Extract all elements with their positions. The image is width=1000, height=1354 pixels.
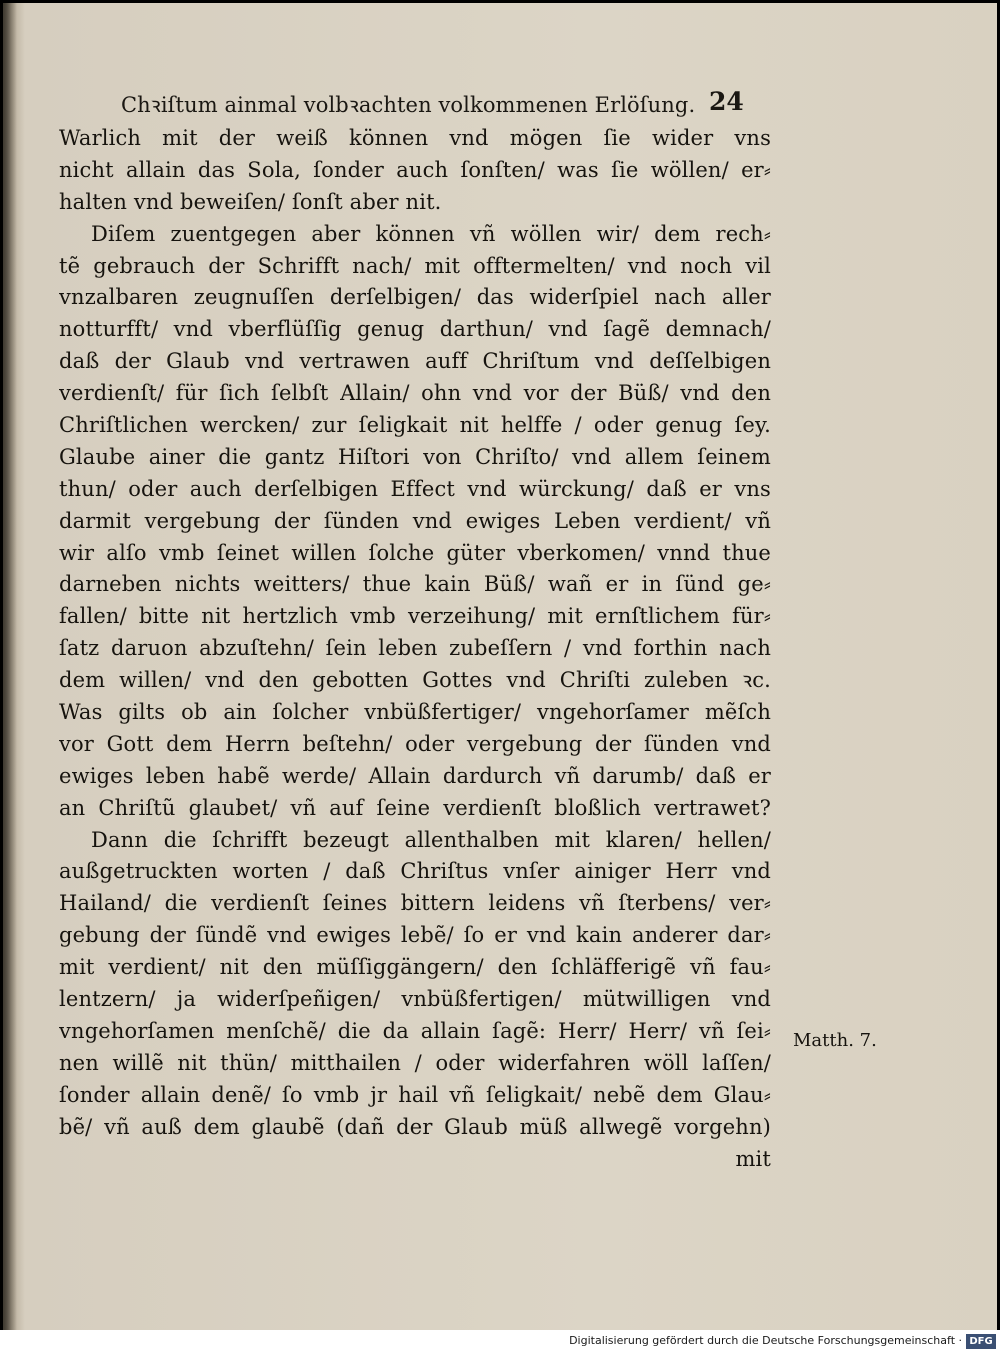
text-line: vngehorſamen menſchẽ/ die da allain ſagẽ: Herr/ Herr/ vñ ſei⸗ xyxy=(59,1018,771,1043)
text-line: fallen/ bitte nit hertzlich vmb verzeihung/ mit ernſtlichem für⸗ xyxy=(59,604,771,629)
text-line: vor Gott dem Herrn beſtehn/ oder vergebung der ſünden vnd xyxy=(59,731,771,756)
text-line: mit verdient/ nit den müſſiggängern/ den ſchläfferigẽ vñ fau⸗ xyxy=(59,955,771,980)
page-number: 24 xyxy=(709,87,744,116)
text-line: vnzalbaren zeugnuſſen derſelbigen/ das widerſpiel nach aller xyxy=(59,285,771,310)
text-line: ſatz daruon abzuſtehn/ ſein leben zubeſſern / vnd forthin nach xyxy=(59,636,771,661)
text-line: Dann die ſchrifft bezeugt allenthalben mit klaren/ hellen/ xyxy=(91,827,771,852)
text-line: Diſem zuentgegen aber können vñ wöllen wir/ dem rech⸗ xyxy=(91,221,771,246)
footer-bar xyxy=(0,1330,1000,1354)
text-line: bẽ/ vñ auß dem glaubẽ (dañ der Glaub müß allwegẽ vorgehn) xyxy=(59,1114,771,1139)
dfg-logo-icon: DFG xyxy=(966,1334,996,1349)
text-line: thun/ oder auch derſelbigen Effect vnd würckung/ daß er vns xyxy=(59,476,771,501)
margin-note: Matth. 7. xyxy=(793,1030,877,1051)
page-scan xyxy=(3,3,997,1330)
text-line: wir alſo vmb ſeinet willen ſolche güter vberkomen/ vnnd thue xyxy=(59,540,771,565)
text-line: außgetruckten worten / daß Chriſtus vnſer ainiger Herr vnd xyxy=(59,859,771,884)
text-line: an Chriſtũ glaubet/ vñ auf ſeine verdienſt bloßlich vertrawet? xyxy=(59,795,771,820)
text-line: Was gilts ob ain ſolcher vnbüßfertiger/ vngehorſamer mẽſch xyxy=(59,700,771,725)
footer-credit: Digitalisierung gefördert durch die Deutsche Forschungsgemeinschaft · xyxy=(569,1334,962,1347)
body-text xyxy=(59,123,771,1175)
text-line: Glaube ainer die gantz Hiſtori von Chriſto/ vnd allem ſeinem xyxy=(59,444,771,469)
text-line: daß der Glaub vnd vertrawen auff Chriſtum vnd deſſelbigen xyxy=(59,349,771,374)
text-line: gebung der ſündẽ vnd ewiges lebẽ/ ſo er vnd kain anderer dar⸗ xyxy=(59,923,771,948)
text-line: dem willen/ vnd den gebotten Gottes vnd Chriſti zuleben ꝛc. xyxy=(59,668,771,693)
page-gutter-shadow xyxy=(3,3,17,1330)
text-line: darneben nichts weitters/ thue kain Büß/ wañ er in ſünd ge⸗ xyxy=(59,572,771,597)
text-line: halten vnd beweiſen/ ſonſt aber nit. xyxy=(59,189,442,214)
text-line: darmit vergebung der ſünden vnd ewiges Leben verdient/ vñ xyxy=(59,508,771,533)
text-line: Chriſtlichen wercken/ zur ſeligkait nit helffe / oder genug ſey. xyxy=(59,413,771,438)
text-line: ſonder allain denẽ/ ſo vmb jr hail vñ ſeligkait/ nebẽ dem Glau⸗ xyxy=(59,1082,771,1107)
running-head: Chꝛiſtum ainmal volbꝛachten volkommenen Erlöſung. xyxy=(121,93,696,117)
text-line: nicht allain das Sola, ſonder auch ſonſten/ was ſie wöllen/ er⸗ xyxy=(59,157,771,182)
text-line: verdienſt/ für ſich ſelbſt Allain/ ohn vnd vor der Büß/ vnd den xyxy=(59,381,771,406)
catchword: mit xyxy=(735,1146,771,1171)
text-line: lentzern/ ja widerſpeñigen/ vnbüßfertigen/ mütwilligen vnd xyxy=(59,987,771,1012)
text-line: Hailand/ die verdienſt ſeines bittern leidens vñ ſterbens/ ver⸗ xyxy=(59,891,771,916)
text-line: nen willẽ nit thün/ mitthailen / oder widerfahren wöll laſſen/ xyxy=(59,1050,771,1075)
text-line: tẽ gebrauch der Schrifft nach/ mit offtermelten/ vnd noch vil xyxy=(59,253,771,278)
text-line: Warlich mit der weiß können vnd mögen ſie wider vns xyxy=(59,126,771,150)
text-line: ewiges leben habẽ werde/ Allain dardurch vñ darumb/ daß er xyxy=(59,763,771,788)
text-line: notturfft/ vnd vberflüſſig genug darthun/ vnd ſagẽ demnach/ xyxy=(59,317,771,342)
